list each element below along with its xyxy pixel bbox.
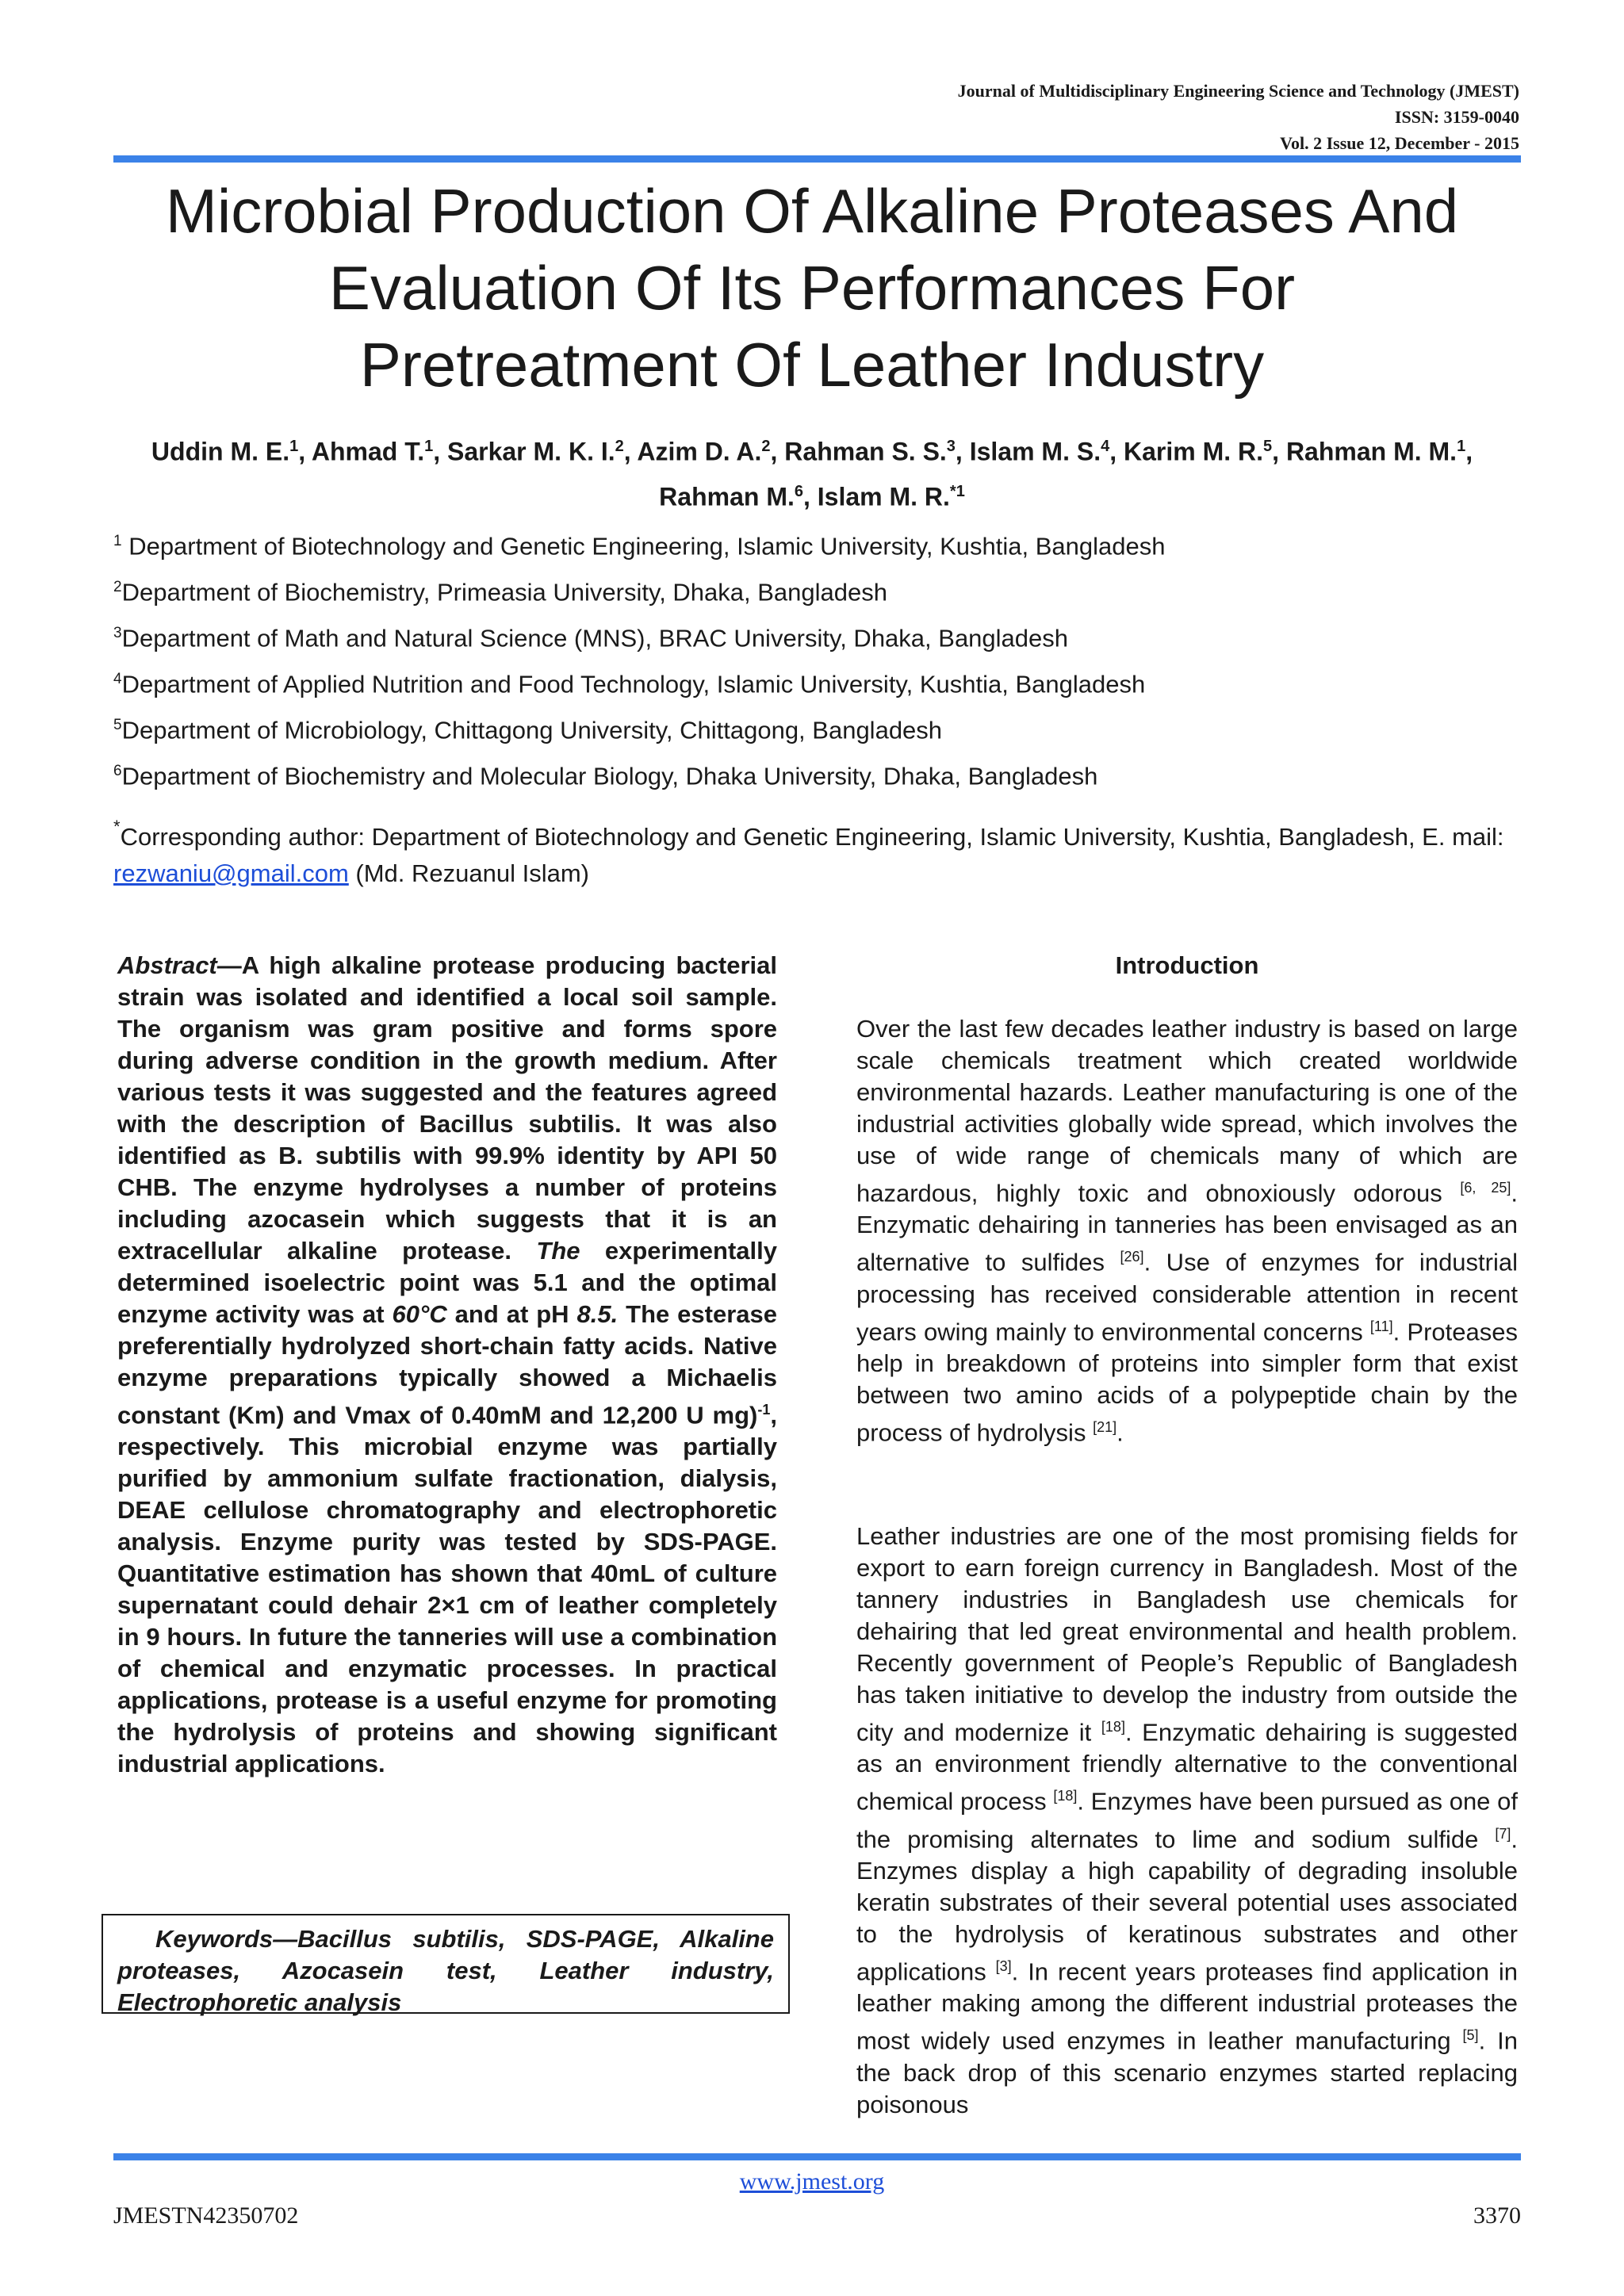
author-list [119, 427, 1505, 516]
affiliation-item [113, 748, 1525, 794]
affiliation-number: 6 [113, 763, 122, 779]
author-affiliation-mark: 2 [615, 438, 624, 455]
journal-issn: ISSN: 3159-0040 [1394, 107, 1519, 127]
title-line-3: Pretreatment Of Leather Industry [359, 330, 1265, 400]
affiliation-text: Department of Biotechnology and Genetic Engineering, Islamic University, Kushtia, Bangladesh [121, 532, 1166, 561]
affiliation-text: Department of Microbiology, Chittagong University, Chittagong, Bangladesh [121, 716, 943, 744]
introduction-text: . Proteases help in breakdown of proteins into simpler form that exist between two amino acids of a polypeptide chain by the process of hydrolysis [856, 1317, 1518, 1447]
author-name: Sarkar M. K. I. [446, 437, 615, 466]
author-affiliation-mark: 5 [1263, 438, 1273, 455]
abstract [117, 950, 777, 1780]
citation-reference: [6, 25] [1460, 1180, 1511, 1196]
footer-url-link[interactable]: www.jmest.org [739, 2168, 885, 2195]
affiliation-item [113, 702, 1525, 748]
introduction-text: . [1116, 1418, 1124, 1447]
affiliation-item [113, 656, 1525, 702]
affiliation-item [113, 564, 1525, 610]
header-rule [113, 155, 1521, 163]
citation-reference: [3] [995, 1957, 1012, 1974]
author-affiliation-mark: 1 [424, 438, 434, 455]
abstract-text-b: experimentally determined isoelectric point was 5.1 and the optimal enzyme activity was at [117, 1237, 777, 1328]
introduction-text: . Enzymatic dehairing in tanneries has been envisaged as an alternative to sulfides [856, 1179, 1518, 1276]
author-affiliation-mark: 3 [946, 438, 956, 455]
citation-reference: [21] [1093, 1418, 1117, 1435]
abstract-italic-the: The [536, 1237, 580, 1265]
author-name: Azim D. A. [637, 437, 762, 466]
introduction-paragraph-1 [856, 1013, 1518, 1448]
affiliation-item [113, 610, 1525, 656]
author-separator: , [1272, 437, 1286, 466]
corresponding-text: Corresponding author: Department of Biotechnology and Genetic Engineering, Islamic University, Kushtia, Bangladesh, E. mail: [120, 823, 1504, 851]
introduction-text: . Use of enzymes for industrial processing has received considerable attention in recent years owing mainly to environmental concerns [856, 1248, 1518, 1345]
affiliation-number: 5 [113, 717, 122, 733]
author-separator: , [770, 437, 785, 466]
author-separator: , [1465, 437, 1473, 466]
author-name: Uddin M. E. [151, 437, 290, 466]
abstract-sup: -1 [757, 1402, 771, 1418]
introduction-text: Leather industries are one of the most promising fields for export to earn foreign currency in Bangladesh. Most of the tannery industries in Bangladesh use chemicals for dehairing that led great environmental and health problem. Recently government of People’s Republic of Bangladesh has taken initiative to develop the industry from outside the city and modernize it [856, 1522, 1518, 1747]
affiliation-text: Department of Biochemistry, Primeasia University, Dhaka, Bangladesh [121, 578, 887, 607]
abstract-text-a: A high alkaline protease producing bacterial strain was isolated and identified a local soil sample. The organism was gram positive and forms spore during adverse condition in the growth medium. After various tests it was suggested and the features agreed with the description of Bacillus subtilis. It was also identified as B. subtilis with 99.9% identity by API 50 CHB. The enzyme hydrolyses a number of proteins including azocasein which suggests that it is an extracellular alkaline protease. [117, 951, 777, 1265]
author-affiliation-mark: 2 [761, 438, 771, 455]
affiliation-number: 2 [113, 579, 122, 595]
affiliation-text: Department of Math and Natural Science (MNS), BRAC University, Dhaka, Bangladesh [121, 624, 1069, 652]
abstract-text-c: and at pH [446, 1300, 577, 1328]
journal-header [958, 78, 1519, 156]
author-affiliation-mark: 1 [1457, 438, 1466, 455]
affiliation-item [113, 519, 1525, 564]
author-separator: , [1109, 437, 1124, 466]
affiliation-text: Department of Biochemistry and Molecular Biology, Dhaka University, Dhaka, Bangladesh [121, 762, 1098, 790]
citation-reference: [18] [1053, 1788, 1078, 1804]
corresponding-star: * [113, 817, 121, 836]
corresponding-name: (Md. Rezuanul Islam) [348, 859, 590, 887]
abstract-ph: 8.5. [576, 1300, 619, 1328]
keywords-text: Keywords—Bacillus subtilis, SDS-PAGE, Alkaline proteases, Azocasein test, Leather industry, Electrophoretic analysis [117, 1925, 774, 2016]
affiliation-number: 3 [113, 625, 122, 641]
introduction-text: . Enzymatic dehairing is suggested as an environment friendly alternative to the conventional chemical process [856, 1718, 1518, 1816]
affiliation-list [113, 519, 1525, 794]
citation-reference: [26] [1120, 1249, 1144, 1265]
introduction-text: . In the back drop of this scenario enzymes started replacing poisonous [856, 2026, 1518, 2118]
citation-reference: [5] [1462, 2027, 1479, 2044]
corresponding-author [113, 809, 1525, 892]
author-affiliation-mark: 6 [794, 482, 803, 500]
footer-rule [113, 2153, 1521, 2160]
citation-reference: [7] [1495, 1825, 1511, 1842]
title-line-1: Microbial Production Of Alkaline Proteases And [165, 176, 1459, 246]
author-name: Rahman M. M. [1285, 437, 1457, 466]
author-name: Rahman M. [659, 482, 795, 511]
author-name: Islam M. R. [817, 482, 950, 511]
author-affiliation-mark: *1 [949, 482, 965, 500]
affiliation-text: Department of Applied Nutrition and Food Technology, Islamic University, Kushtia, Bangladesh [121, 670, 1146, 698]
author-separator: , [298, 437, 312, 466]
journal-volume: Vol. 2 Issue 12, December - 2015 [1280, 133, 1519, 153]
author-separator: , [802, 482, 818, 511]
abstract-lead: Abstract [117, 951, 217, 979]
introduction-text: . In recent years proteases find application in leather making among the different industrial proteases the most widely used enzymes in leather manufacturing [856, 1957, 1518, 2055]
author-name: Karim M. R. [1124, 437, 1264, 466]
author-affiliation-mark: 1 [289, 438, 299, 455]
keywords-box [102, 1914, 790, 2014]
introduction-text: . Enzymes display a high capability of degrading insoluble keratin substrates of their several potential uses associated to the hydrolysis of keratinous substrates and other applications [856, 1824, 1518, 1986]
author-separator: , [955, 437, 970, 466]
author-name: Rahman S. S. [784, 437, 947, 466]
abstract-dash: — [216, 951, 242, 979]
journal-name: Journal of Multidisciplinary Engineering Science and Technology (JMEST) [957, 81, 1519, 101]
corresponding-email-link[interactable]: rezwaniu@gmail.com [113, 859, 349, 887]
citation-reference: [11] [1369, 1318, 1393, 1334]
title-line-2: Evaluation Of Its Performances For [328, 253, 1296, 323]
abstract-text-e: , respectively. This microbial enzyme was partially purified by ammonium sulfate fractionation, dialysis, DEAE cellulose chromatography and electrophoretic analysis. Enzyme purity was tested by SDS-PAGE. Quantitative estimation has shown that 40mL of culture supernatant could dehair 2×1 cm of leather completely in 9 hours. In future the tanneries will use a combination of chemical and enzymatic processes. In practical applications, protease is a useful enzyme for promoting the hydrolysis of proteins and showing significant industrial applications. [117, 1401, 777, 1778]
author-name: Islam M. S. [969, 437, 1101, 466]
affiliation-number: 1 [113, 533, 122, 549]
introduction-heading: Introduction [1115, 951, 1259, 979]
introduction-paragraph-2 [856, 1521, 1518, 2121]
author-separator: , [623, 437, 638, 466]
footer-page-number: 3370 [1473, 2202, 1521, 2229]
affiliation-number: 4 [113, 671, 122, 687]
author-name: Ahmad T. [311, 437, 425, 466]
author-separator: , [433, 437, 447, 466]
paper-title [79, 173, 1545, 404]
footer-article-id: JMESTN42350702 [113, 2202, 299, 2229]
abstract-temperature: 60°C [392, 1300, 447, 1328]
citation-reference: [18] [1101, 1719, 1125, 1735]
author-affiliation-mark: 4 [1101, 438, 1110, 455]
introduction-text: . Enzymes have been pursued as one of the promising alternates to lime and sodium sulfide [856, 1787, 1518, 1853]
abstract-text-d: The esterase preferentially hydrolyzed short-chain fatty acids. Native enzyme preparations typically showed a Michaelis constant (Km) and Vmax of 0.40mM and 12,200 U mg) [117, 1300, 778, 1429]
introduction-text: Over the last few decades leather industry is based on large scale chemicals treatment which created worldwide environmental hazards. Leather manufacturing is one of the industrial activities globally wide spread, which involves the use of wide range of chemicals many of which are hazardous, highly toxic and obnoxiously odorous [856, 1015, 1518, 1207]
